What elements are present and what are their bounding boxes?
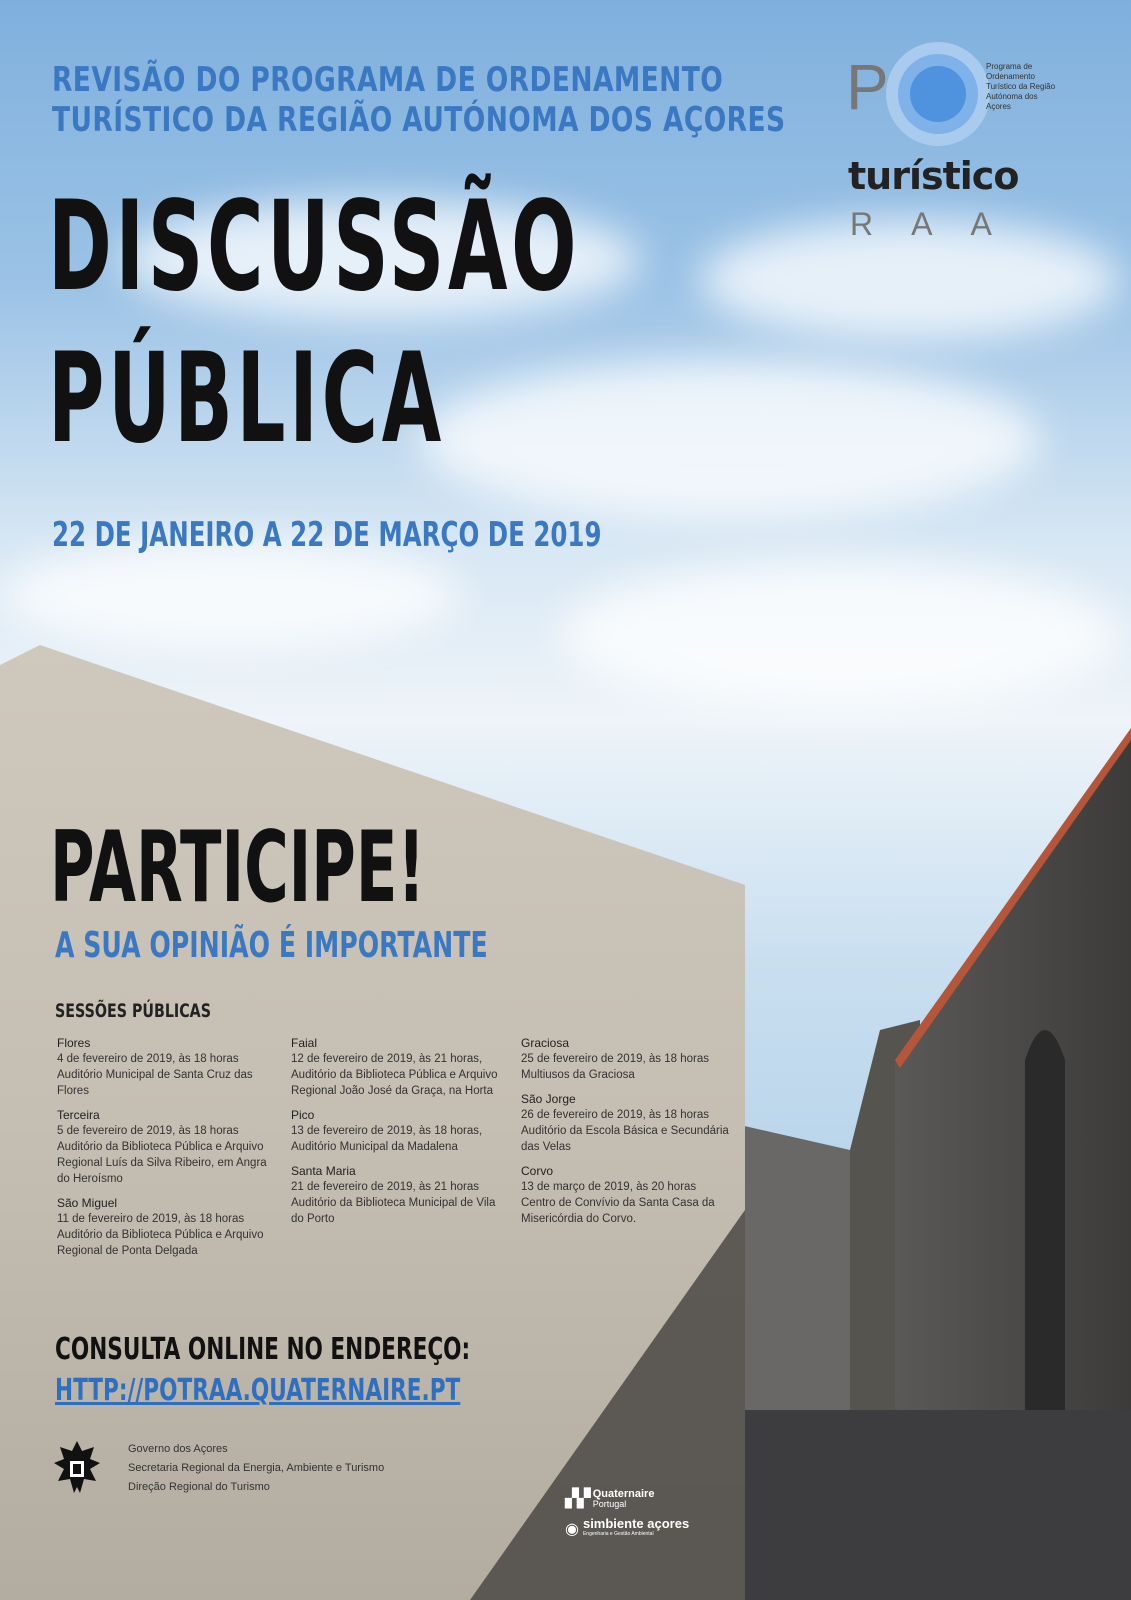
session-details: 13 de março de 2019, às 20 horas Centro de Convívio da Santa Casa da Misericórdia do Corvo.	[521, 1181, 715, 1225]
session-details: 12 de fevereiro de 2019, às 21 horas, Auditório da Biblioteca Pública e Arquivo Regional João José da Graça, na Horta	[291, 1053, 498, 1097]
session-place: São Jorge	[521, 1092, 576, 1106]
cta-subheading: A SUA OPINIÃO É IMPORTANTE	[55, 925, 488, 966]
session-item	[521, 1091, 731, 1155]
session-details: 5 de fevereiro de 2019, às 18 horas Auditório da Biblioteca Pública e Arquivo Regional Luís da Silva Ribeiro, em Angra do Heroísmo	[57, 1125, 267, 1185]
session-details: 11 de fevereiro de 2019, às 18 horas Auditório da Biblioteca Pública e Arquivo Regional de Ponta Delgada	[57, 1213, 264, 1257]
header-line-2: TURÍSTICO DA REGIÃO AUTÓNOMA DOS AÇORES	[52, 100, 786, 140]
simbiente-sub: Engenharia e Gestão Ambiental	[582, 1531, 654, 1537]
potraa-logo	[846, 36, 1056, 246]
simbiente-logo	[565, 1516, 690, 1539]
header-text	[52, 60, 785, 140]
government-line-2: Secretaria Regional da Energia, Ambiente e Turismo	[128, 1462, 385, 1474]
cta-heading: PARTICIPE!	[50, 811, 426, 925]
session-item	[57, 1195, 267, 1259]
logo-letter: P	[846, 51, 889, 123]
logo-word: turístico	[848, 154, 1019, 198]
session-item	[57, 1035, 267, 1099]
header-line-1: REVISÃO DO PROGRAMA DE ORDENAMENTO	[52, 60, 724, 100]
session-item	[521, 1035, 731, 1083]
session-details: 26 de fevereiro de 2019, às 18 horas Auditório da Escola Básica e Secundária das Velas	[521, 1109, 729, 1153]
simbiente-name: simbiente açores	[582, 1516, 690, 1531]
session-place: Terceira	[57, 1108, 100, 1122]
quaternaire-sub: Portugal	[592, 1498, 627, 1509]
date-range: 22 DE JANEIRO A 22 DE MARÇO DE 2019	[52, 515, 602, 555]
session-place: Graciosa	[521, 1036, 570, 1050]
logo-program-text: Programa de Ordenamento Turístico da Região Autónoma dos Açores	[986, 62, 1056, 111]
session-details: 25 de fevereiro de 2019, às 18 horas Multiusos da Graciosa	[521, 1053, 709, 1081]
quaternaire-mark-icon: ▞▞	[565, 1488, 589, 1508]
session-details: 21 de fevereiro de 2019, às 21 horas Auditório da Biblioteca Municipal de Vila do Porto	[291, 1181, 496, 1225]
session-item	[291, 1035, 501, 1099]
session-item	[291, 1107, 501, 1155]
partner-logos	[565, 1488, 689, 1539]
quaternaire-name: Quaternaire	[592, 1487, 655, 1500]
government-credits	[128, 1440, 384, 1497]
session-place: Santa Maria	[291, 1164, 356, 1178]
session-item	[521, 1163, 731, 1227]
logo-raa: RAA	[850, 206, 1030, 242]
session-details: 4 de fevereiro de 2019, às 18 horas Auditório Municipal de Santa Cruz das Flores	[57, 1053, 253, 1097]
sessions-column-2	[291, 1035, 501, 1235]
simbiente-mark-icon: ◉	[565, 1521, 579, 1538]
session-item	[57, 1107, 267, 1187]
session-place: Corvo	[521, 1164, 554, 1178]
title-line-2: PÚBLICA	[48, 327, 445, 471]
title-line-1: DISCUSSÃO	[48, 175, 581, 319]
sessions-column-3	[521, 1035, 731, 1235]
sessions-column-1	[57, 1035, 267, 1267]
session-place: Pico	[291, 1108, 315, 1122]
session-place: Faial	[291, 1036, 318, 1050]
online-label: CONSULTA ONLINE NO ENDEREÇO:	[55, 1332, 471, 1367]
azores-coat-of-arms-icon	[50, 1437, 104, 1501]
online-url-link[interactable]: HTTP://POTRAA.QUATERNAIRE.PT	[55, 1373, 461, 1408]
session-details: 13 de fevereiro de 2019, às 18 horas, Auditório Municipal da Madalena	[291, 1125, 483, 1153]
government-line-1: Governo dos Açores	[128, 1443, 228, 1455]
session-item	[291, 1163, 501, 1227]
session-place: São Miguel	[57, 1196, 118, 1210]
session-place: Flores	[57, 1036, 91, 1050]
sessions-title: SESSÕES PÚBLICAS	[55, 1000, 211, 1022]
quaternaire-logo	[565, 1488, 689, 1509]
government-line-3: Direção Regional do Turismo	[128, 1481, 270, 1493]
